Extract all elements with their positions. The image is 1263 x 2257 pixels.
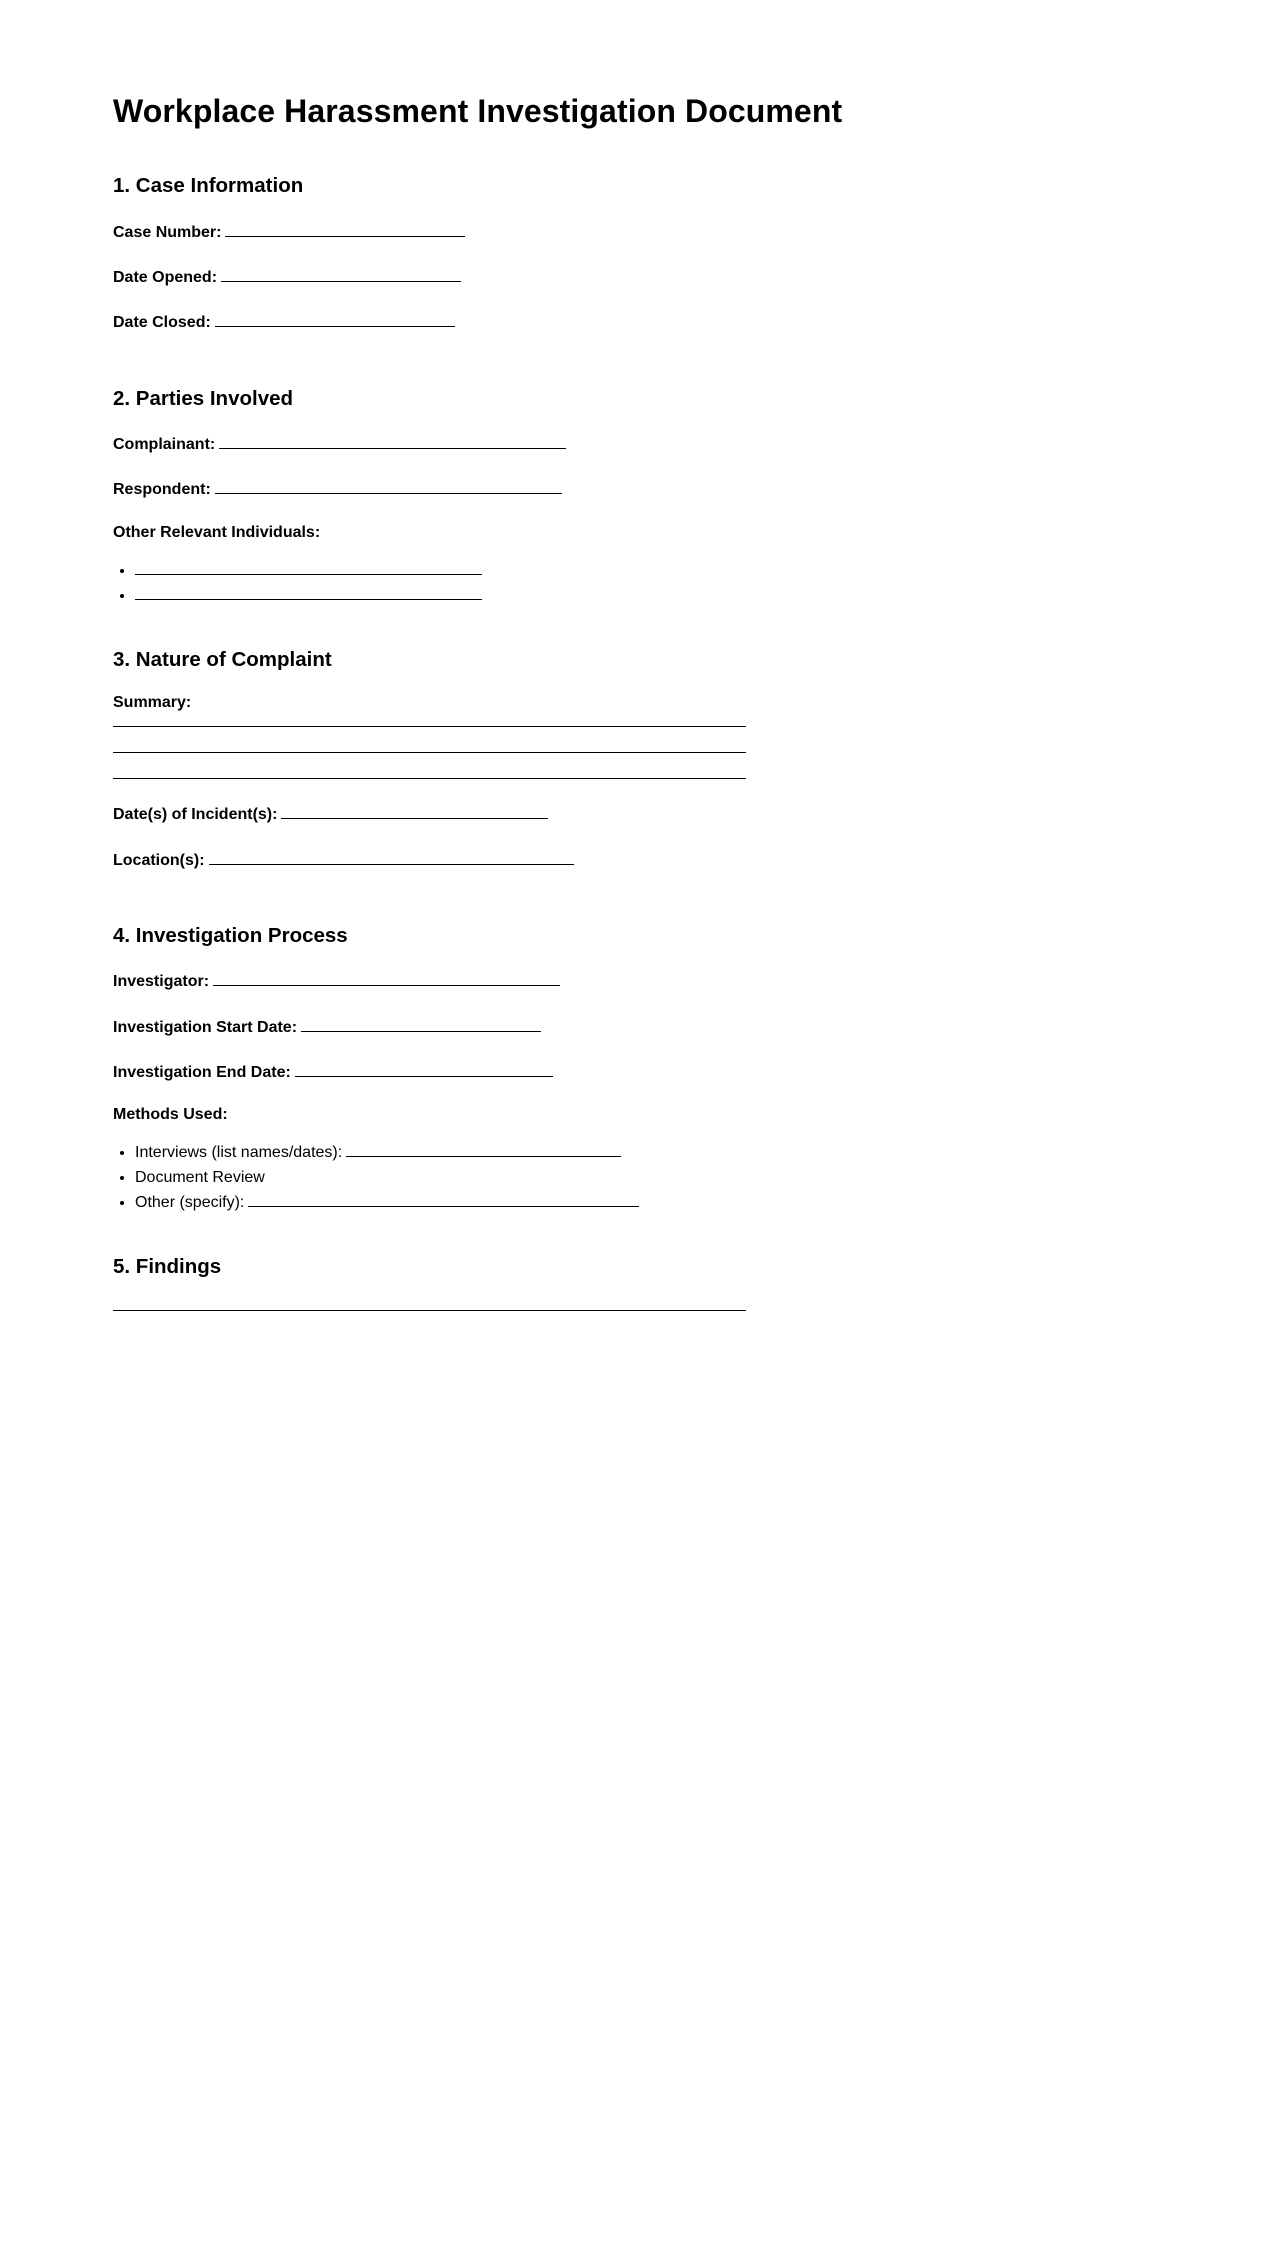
method-document-review-label: Document Review [135,1169,265,1187]
investigation-end-blank[interactable] [295,1060,553,1077]
complainant-field [113,432,1113,454]
list-item [135,1165,1113,1190]
methods-label: Methods Used: [113,1106,228,1124]
incident-dates-field [113,802,1113,824]
date-closed-blank[interactable] [215,310,455,327]
list-item [135,583,1113,608]
respondent-field [113,477,1113,499]
incident-dates-blank[interactable] [281,802,548,819]
section-heading-investigation-process: 4. Investigation Process [113,923,348,947]
investigation-start-label: Investigation Start Date: [113,1018,298,1036]
section-findings [113,1255,1113,1311]
case-number-label: Case Number: [113,223,222,241]
section-heading-parties-involved: 2. Parties Involved [113,386,294,410]
case-number-field [113,220,1113,242]
methods-list [113,1140,1113,1215]
date-opened-blank[interactable] [221,265,461,282]
other-individual-blank-2[interactable] [135,583,482,600]
investigator-label: Investigator: [113,973,210,991]
locations-field [113,848,1113,870]
list-item [135,1140,1113,1165]
respondent-label: Respondent: [113,481,211,499]
method-other-label: Other (specify): [135,1194,245,1212]
date-closed-field [113,310,1113,332]
findings-line[interactable] [113,1310,746,1311]
section-investigation-process [113,924,1113,1215]
investigation-start-field [113,1015,1113,1037]
summary-label: Summary: [113,694,192,712]
document-page [113,92,1113,1365]
respondent-blank[interactable] [215,477,562,494]
method-other-blank[interactable] [248,1190,639,1207]
section-parties-involved [113,387,1113,608]
other-individuals-list [113,558,1113,608]
section-heading-nature-of-complaint: 3. Nature of Complaint [113,647,332,671]
date-opened-label: Date Opened: [113,269,218,287]
investigation-end-label: Investigation End Date: [113,1063,291,1081]
summary-line-2[interactable] [113,752,746,753]
other-individual-blank-1[interactable] [135,558,482,575]
investigation-start-blank[interactable] [301,1015,541,1032]
case-number-blank[interactable] [225,220,465,237]
complainant-blank[interactable] [219,432,566,449]
document-title: Workplace Harassment Investigation Document [113,93,843,129]
investigator-blank[interactable] [213,969,560,986]
summary-line-1[interactable] [113,726,746,727]
section-heading-findings: 5. Findings [113,1255,222,1279]
other-individuals-label: Other Relevant Individuals: [113,523,321,541]
list-item [135,558,1113,583]
section-nature-of-complaint [113,648,1113,870]
method-interviews-blank[interactable] [346,1140,621,1157]
investigation-end-field [113,1060,1113,1082]
incident-dates-label: Date(s) of Incident(s): [113,806,278,824]
locations-blank[interactable] [209,848,574,865]
date-opened-field [113,265,1113,287]
summary-line-3[interactable] [113,778,746,779]
complainant-label: Complainant: [113,436,216,454]
section-heading-case-information: 1. Case Information [113,174,304,198]
locations-label: Location(s): [113,851,205,869]
method-interviews-label: Interviews (list names/dates): [135,1144,343,1162]
investigator-field [113,969,1113,991]
date-closed-label: Date Closed: [113,314,211,332]
list-item [135,1190,1113,1215]
section-case-information [113,174,1113,332]
